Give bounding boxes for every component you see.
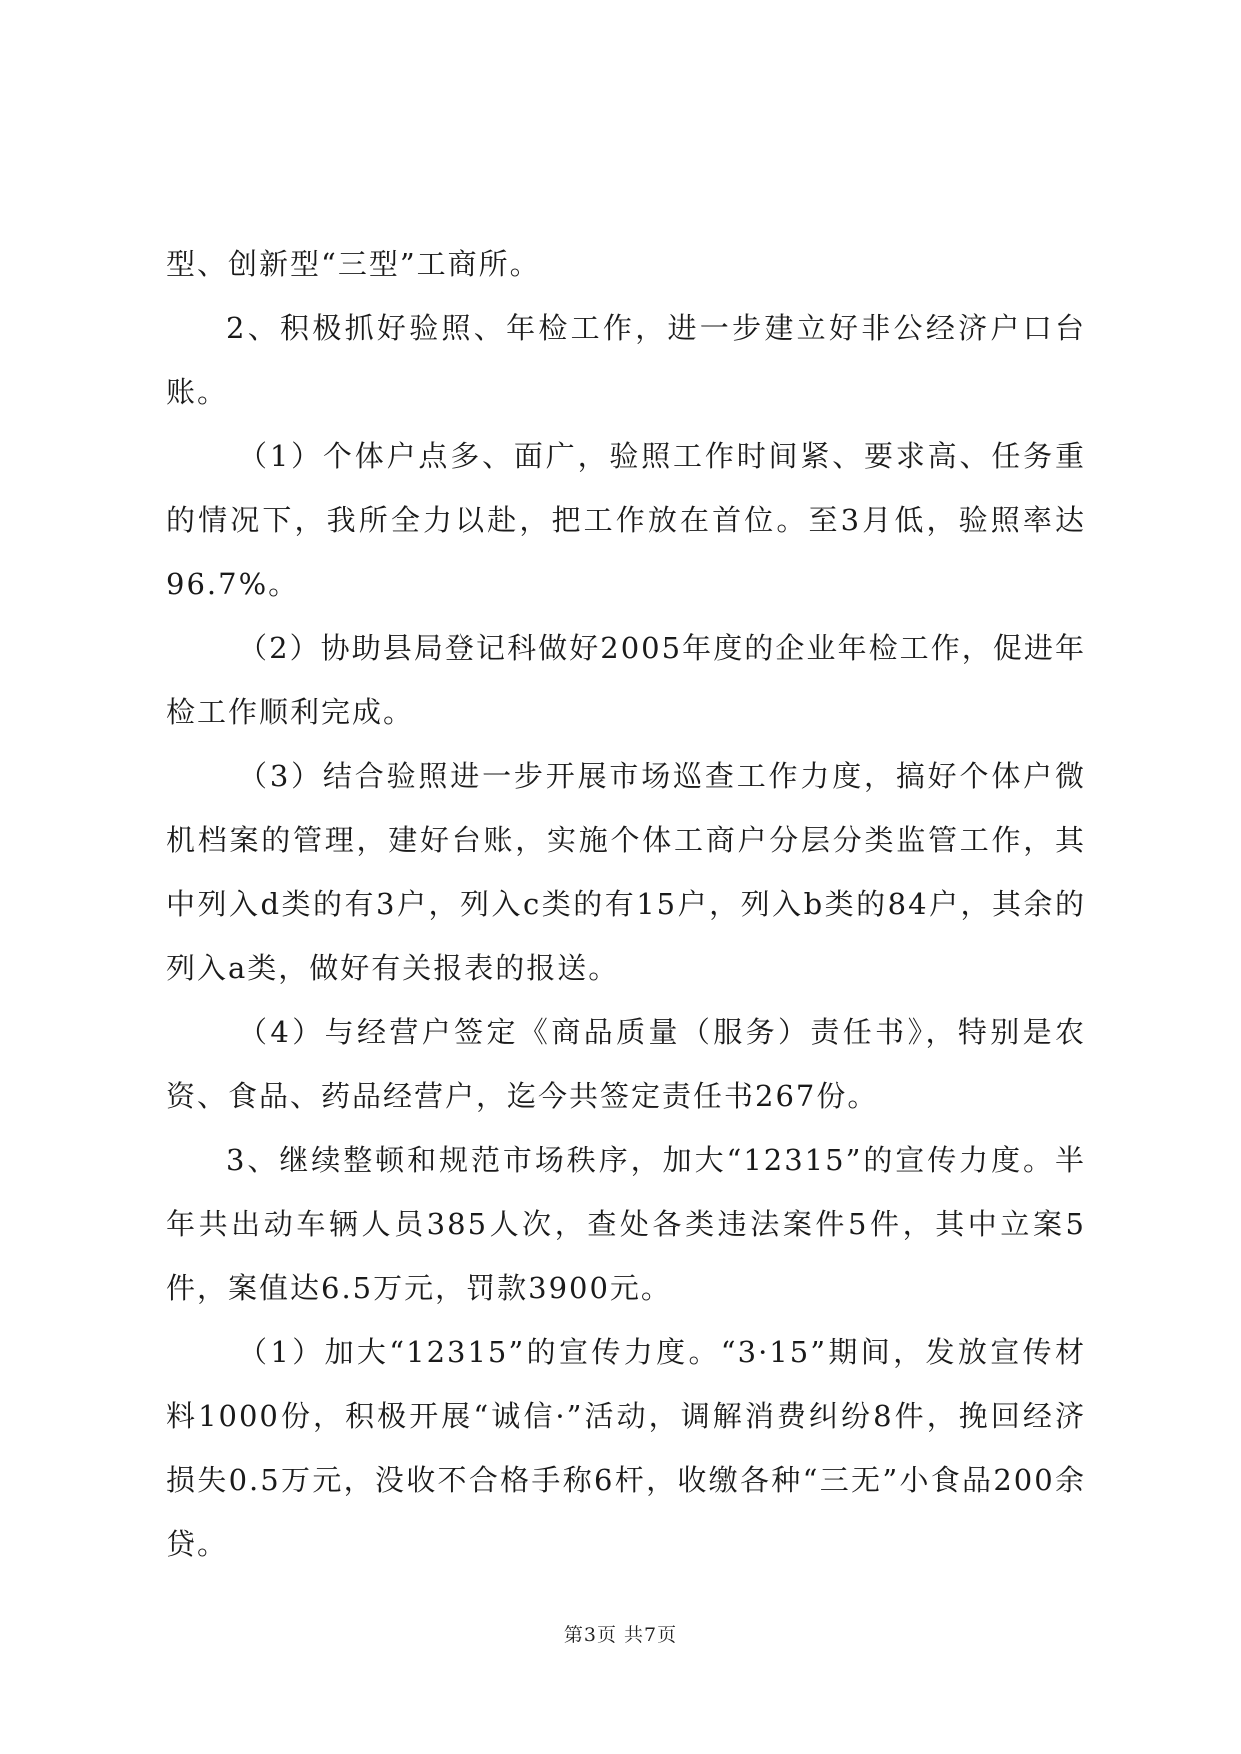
- paragraph-item-1: （1）个体户点多、面广，验照工作时间紧、要求高、任务重的情况下，我所全力以赴，把工作放在首位。至3月低，验照率达96.7%。: [166, 439, 1086, 601]
- page-footer: 第3页 共7页: [563, 1624, 678, 1646]
- paragraph-item-2: （2）协助县局登记科做好2005年度的企业年检工作，促进年检工作顺利完成。: [166, 631, 1086, 729]
- document-body: [166, 232, 1086, 1576]
- paragraph-item-3: （3）结合验照进一步开展市场巡查工作力度，搞好个体户微机档案的管理，建好台账，实施个体工商户分层分类监管工作，其中列入d类的有3户，列入c类的有15户，列入b类的84户，其余的列入a类，做好有关报表的报送。: [166, 759, 1086, 985]
- paragraph-item-4: （4）与经营户签定《商品质量（服务）责任书》，特别是农资、食品、药品经营户，迄今共签定责任书267份。: [166, 1015, 1086, 1113]
- paragraph-section-3: 3、继续整顿和规范市场秩序，加大“12315”的宣传力度。半年共出动车辆人员385人次，查处各类违法案件5件，其中立案5件，案值达6.5万元，罚款3900元。: [166, 1143, 1086, 1305]
- paragraph-item-3-1: （1）加大“12315”的宣传力度。“3·15”期间，发放宣传材料1000份，积极开展“诚信·”活动，调解消费纠纷8件，挽回经济损失0.5万元，没收不合格手称6杆，收缴各种“三无”小食品200余贷。: [166, 1335, 1086, 1561]
- paragraph-continuation: 型、创新型“三型”工商所。: [166, 247, 541, 281]
- paragraph-section-2: 2、积极抓好验照、年检工作，进一步建立好非公经济户口台账。: [166, 311, 1086, 409]
